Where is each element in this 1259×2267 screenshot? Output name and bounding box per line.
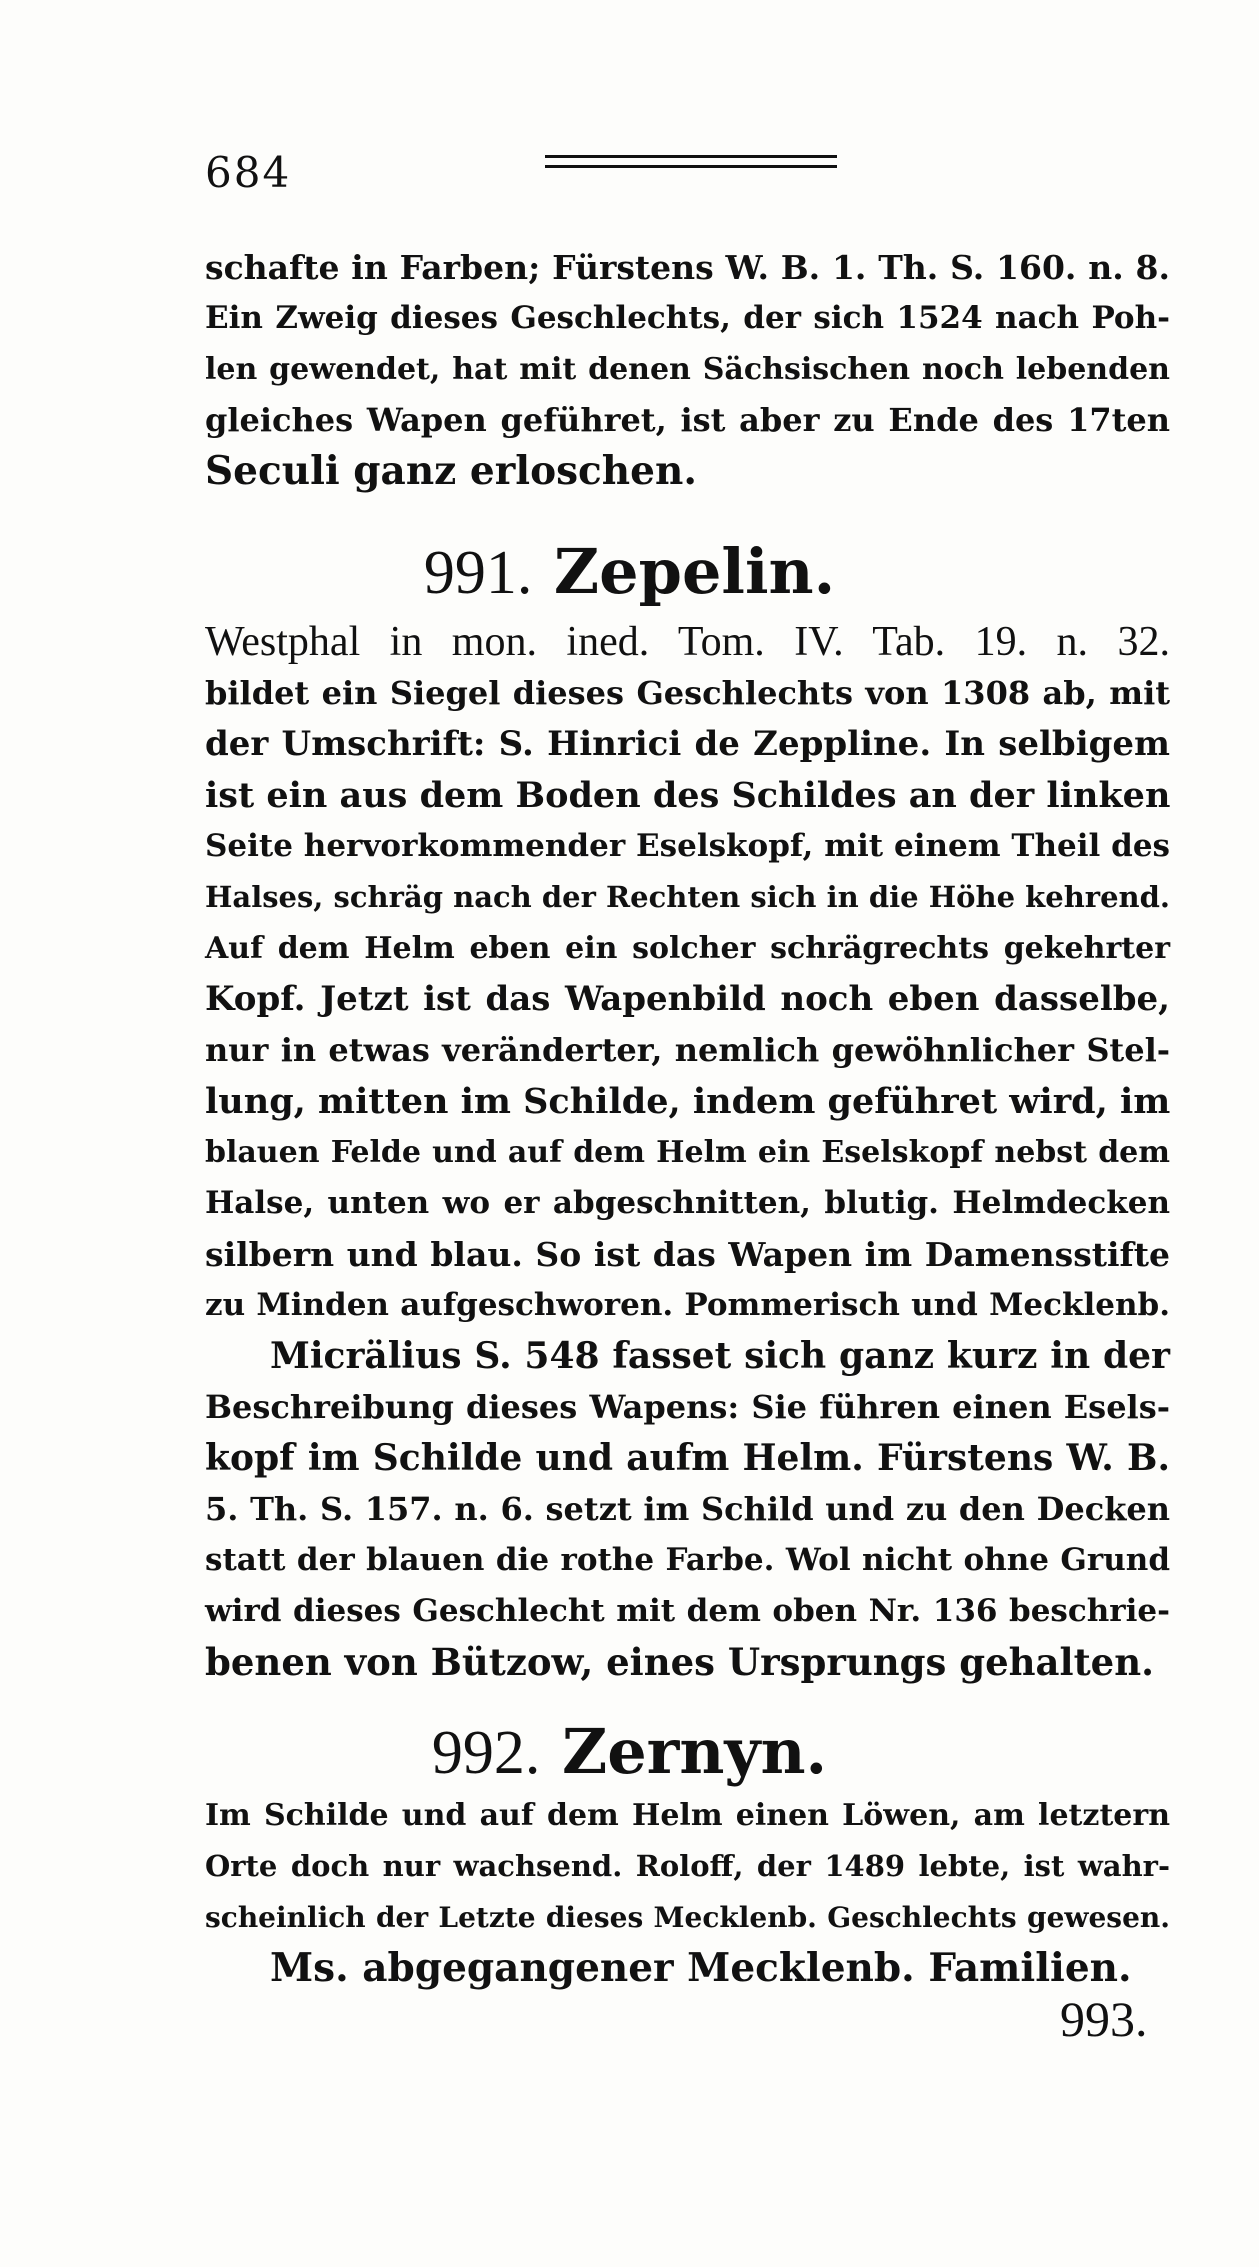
section-heading-991 — [0, 535, 1259, 609]
text-line: kopf im Schilde und aufm Helm. Fürstens W. B. — [205, 1437, 1170, 1479]
text-line: Ms. abgegangener Mecklenb. Familien. — [270, 1945, 1132, 1991]
text-line: Westphal in mon. ined. Tom. IV. Tab. 19. n. 32. — [205, 619, 1170, 665]
section-title: Zernyn. — [561, 1715, 828, 1788]
section-title: Zepelin. — [553, 535, 836, 608]
text-line: benen von Bützow, eines Ursprungs gehalten. — [205, 1640, 1154, 1684]
text-line: Halse, unten wo er abgeschnitten, blutig. Helmdecken — [205, 1185, 1170, 1221]
text-line: bildet ein Siegel dieses Geschlechts von 1308 ab, mit — [205, 674, 1170, 712]
text-line: Ein Zweig dieses Geschlechts, der sich 1524 nach Poh- — [205, 300, 1170, 336]
text-line: gleiches Wapen geführet, ist aber zu Ende des 17ten — [205, 401, 1170, 439]
header-rule-line — [545, 155, 837, 158]
text-line: Kopf. Jetzt ist das Wapenbild noch eben dasselbe, — [205, 979, 1170, 1019]
section-heading-992 — [0, 1715, 1259, 1789]
text-line: len gewendet, hat mit denen Sächsischen noch lebenden — [205, 352, 1170, 387]
section-number: 992. — [431, 1719, 541, 1787]
text-line: zu Minden aufgeschworen. Pommerisch und Mecklenb. — [205, 1287, 1170, 1323]
section-992-body — [205, 1790, 1170, 1994]
text-line: Micrälius S. 548 fasset sich ganz kurz in der — [270, 1335, 1170, 1377]
text-line: schafte in Farben; Fürstens W. B. 1. Th. S. 160. n. 8. — [205, 248, 1170, 287]
text-line: nur in etwas veränderter, nemlich gewöhnlicher Stel- — [205, 1031, 1170, 1069]
text-line: 5. Th. S. 157. n. 6. setzt im Schild und zu den Decken — [205, 1490, 1170, 1528]
header-rule — [545, 155, 837, 175]
text-line: blauen Felde und auf dem Helm ein Eselskopf nebst dem — [205, 1135, 1170, 1170]
text-line: statt der blauen die rothe Farbe. Wol nicht ohne Grund — [205, 1542, 1170, 1578]
text-line: scheinlich der Letzte dieses Mecklenb. Geschlechts gewesen. — [205, 1901, 1170, 1934]
text-line: Halses, schräg nach der Rechten sich in die Höhe kehrend. — [205, 880, 1170, 914]
text-line: wird dieses Geschlecht mit dem oben Nr. 136 beschrie- — [205, 1593, 1170, 1629]
text-line: Auf dem Helm eben ein solcher schrägrechts gekehrter — [205, 931, 1170, 966]
text-line: silbern und blau. So ist das Wapen im Damensstifte — [205, 1235, 1170, 1274]
text-line: Im Schilde und auf dem Helm einen Löwen, am letztern — [205, 1798, 1170, 1833]
text-line: der Umschrift: S. Hinrici de Zeppline. In selbigem — [205, 724, 1170, 764]
text-line: ist ein aus dem Boden des Schildes an der linken — [205, 775, 1171, 816]
catchword: 993. — [1060, 1991, 1148, 2047]
text-line: Seite hervorkommender Eselskopf, mit einem Theil des — [205, 828, 1170, 864]
text-line: Beschreibung dieses Wapens: Sie führen einen Esels- — [205, 1388, 1170, 1426]
header-rule-line — [545, 165, 837, 168]
intro-paragraph — [205, 242, 1170, 497]
section-number: 991. — [423, 539, 533, 607]
page-number: 684 — [205, 148, 292, 197]
text-line: Orte doch nur wachsend. Roloff, der 1489 lebte, ist wahr- — [205, 1849, 1170, 1883]
section-991-body — [205, 617, 1170, 1688]
text-line: Seculi ganz erloschen. — [205, 448, 697, 494]
text-line: lung, mitten im Schilde, indem geführet wird, im — [205, 1081, 1171, 1122]
